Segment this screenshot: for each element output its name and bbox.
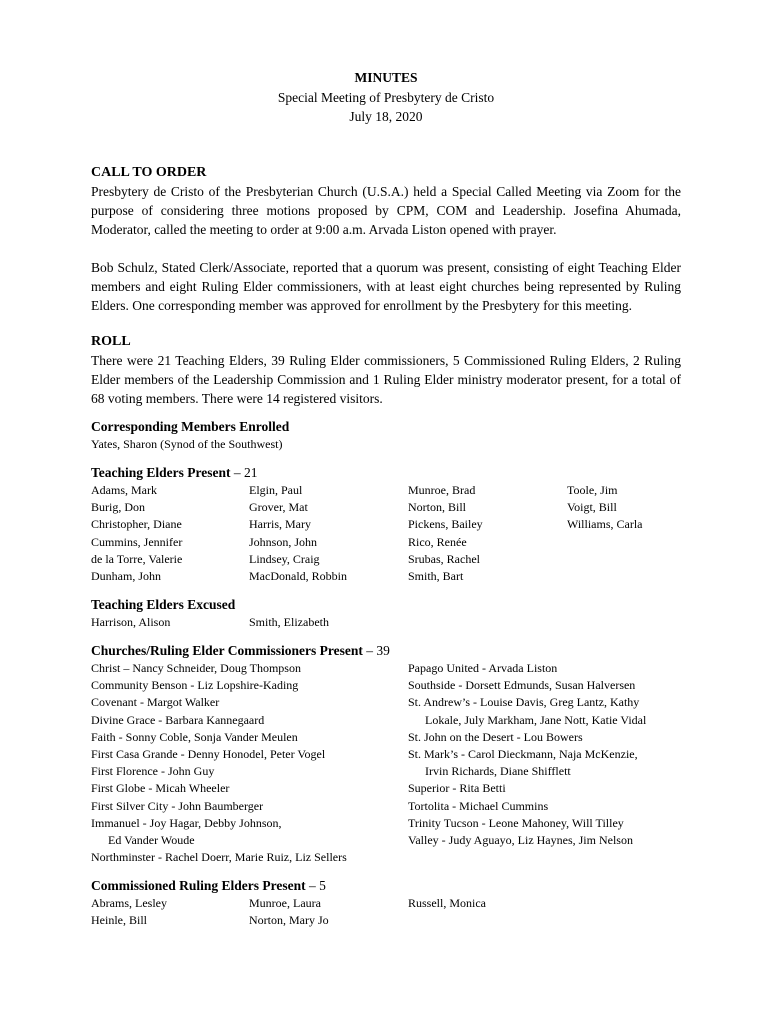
name-entry: Harrison, Alison [91, 615, 171, 629]
church-entry: Papago United - Arvada Liston [408, 661, 558, 675]
name-column [408, 895, 567, 929]
name-column [249, 895, 408, 929]
churches-commissioners-heading [91, 642, 681, 660]
church-entry-continued: Lokale, July Markham, Jane Nott, Katie Vidal [425, 712, 647, 727]
call-to-order-paragraph-1: Presbytery de Cristo of the Presbyterian Church (U.S.A.) held a Special Called Meeting via Zoom for the purpose of considering three motions proposed by CPM, COM and Leadership. Josefina Ahumada, Moderator, called the meeting to order at 9:00 a.m. Arvada Liston opened with prayer. [91, 184, 681, 237]
church-entry: Southside - Dorsett Edmunds, Susan Halversen [408, 678, 636, 693]
roll-paragraph: There were 21 Teaching Elders, 39 Ruling Elder commissioners, 5 Commissioned Ruling Elders, 2 Ruling Elder members of the Leadership Commission and 1 Ruling Elder ministry moderator present, for a total of 68 voting members. There were 14 registered visitors. [91, 353, 681, 406]
name-entry: Harris, Mary [249, 517, 311, 532]
name-entry: Williams, Carla [567, 517, 643, 532]
church-entry: First Globe - Micah Wheeler [91, 781, 230, 796]
name-entry: Elgin, Paul [249, 483, 303, 497]
name-entry: Russell, Monica [408, 896, 486, 910]
name-entry: Burig, Don [91, 500, 145, 515]
heading-count: – 5 [305, 878, 326, 893]
name-entry: Lindsey, Craig [249, 551, 320, 566]
church-entry: Valley - Judy Aguayo, Liz Haynes, Jim Nelson [408, 833, 633, 848]
name-entry: Munroe, Laura [249, 896, 321, 910]
name-entry: Srubas, Rachel [408, 551, 480, 566]
churches-commissioners-list [91, 660, 681, 866]
church-entry: Christ – Nancy Schneider, Doug Thompson [91, 661, 301, 675]
name-entry: Johnson, John [249, 534, 318, 549]
roll-section [91, 332, 681, 408]
heading-label: Commissioned Ruling Elders Present [91, 878, 306, 893]
church-column-left [91, 660, 408, 866]
teaching-elders-present-list [91, 482, 681, 585]
name-entry: Smith, Elizabeth [249, 615, 329, 629]
church-column-right [408, 660, 681, 866]
document-title: MINUTES [354, 70, 418, 85]
name-column [408, 482, 567, 585]
name-entry: Heinle, Bill [91, 913, 147, 928]
name-entry: Grover, Mat [249, 500, 308, 515]
name-entry: Pickens, Bailey [408, 517, 483, 532]
minutes-header [91, 68, 681, 127]
commissioned-ruling-elders-list [91, 895, 681, 929]
church-entry-continued: Ed Vander Woude [108, 833, 195, 848]
corresponding-member: Yates, Sharon (Synod of the Southwest) [91, 437, 283, 451]
roll-heading: ROLL [91, 334, 131, 349]
name-entry: Toole, Jim [567, 483, 618, 497]
name-column [249, 482, 408, 585]
teaching-elders-present-section [91, 464, 681, 585]
church-entry: Faith - Sonny Coble, Sonja Vander Meulen [91, 729, 298, 744]
church-entry: Tortolita - Michael Cummins [408, 798, 549, 813]
church-entry: St. Andrew’s - Louise Davis, Greg Lantz, Kathy [408, 695, 640, 710]
church-entry: St. Mark’s - Carol Dieckmann, Naja McKenzie, [408, 747, 638, 762]
church-entry: Community Benson - Liz Lopshire-Kading [91, 678, 299, 693]
church-entry: First Casa Grande - Denny Honodel, Peter Vogel [91, 747, 326, 762]
teaching-elders-excused-heading: Teaching Elders Excused [91, 597, 236, 612]
teaching-elders-excused-list [91, 614, 681, 631]
church-entry: Immanuel - Joy Hagar, Debby Johnson, [91, 815, 282, 830]
document-date: July 18, 2020 [349, 109, 423, 124]
church-entry: Divine Grace - Barbara Kannegaard [91, 712, 265, 727]
name-entry: de la Torre, Valerie [91, 551, 183, 566]
church-entry: First Silver City - John Baumberger [91, 798, 264, 813]
name-entry: Norton, Mary Jo [249, 913, 329, 928]
name-entry: Cummins, Jennifer [91, 534, 183, 549]
name-entry: Smith, Bart [408, 569, 464, 584]
heading-count: – 21 [230, 465, 258, 480]
name-entry: Christopher, Diane [91, 517, 182, 532]
church-entry: First Florence - John Guy [91, 764, 215, 779]
church-entry: St. John on the Desert - Lou Bowers [408, 729, 583, 744]
church-entry: Covenant - Margot Walker [91, 695, 220, 710]
heading-label: Churches/Ruling Elder Commissioners Present [91, 643, 363, 658]
church-entry: Northminster - Rachel Doerr, Marie Ruiz, Liz Sellers [91, 850, 347, 865]
name-column [91, 482, 249, 585]
heading-count: – 39 [362, 643, 390, 658]
name-entry: Voigt, Bill [567, 500, 617, 515]
name-entry: Abrams, Lesley [91, 896, 167, 910]
call-to-order-heading: CALL TO ORDER [91, 165, 207, 180]
corresponding-members-heading: Corresponding Members Enrolled [91, 419, 290, 434]
name-entry: MacDonald, Robbin [249, 569, 347, 584]
teaching-elders-present-heading [91, 464, 681, 482]
call-to-order-paragraph-2: Bob Schulz, Stated Clerk/Associate, reported that a quorum was present, consisting of eight Teaching Elder members and eight Ruling Elder commissioners, with at least eight churches being represented by Ruling Elders. One corresponding member was approved for enrollment by the Presbytery for this meeting. [91, 260, 681, 313]
name-column [567, 482, 681, 585]
name-entry: Munroe, Brad [408, 483, 476, 497]
commissioned-ruling-elders-heading [91, 877, 681, 895]
name-entry: Rico, Renée [408, 534, 467, 549]
name-entry: Dunham, John [91, 569, 161, 584]
heading-label: Teaching Elders Present [91, 465, 231, 480]
churches-commissioners-section [91, 642, 681, 866]
name-entry: Adams, Mark [91, 483, 157, 497]
commissioned-ruling-elders-section [91, 877, 681, 929]
teaching-elders-excused-section [91, 596, 681, 631]
document-subtitle: Special Meeting of Presbytery de Cristo [277, 89, 495, 105]
church-entry-continued: Irvin Richards, Diane Shifflett [425, 764, 571, 779]
call-to-order-section [91, 163, 681, 239]
church-entry: Trinity Tucson - Leone Mahoney, Will Tilley [408, 815, 624, 830]
name-entry: Norton, Bill [408, 500, 467, 515]
name-column [91, 895, 249, 929]
church-entry: Superior - Rita Betti [408, 781, 506, 796]
corresponding-members-section [91, 418, 681, 453]
